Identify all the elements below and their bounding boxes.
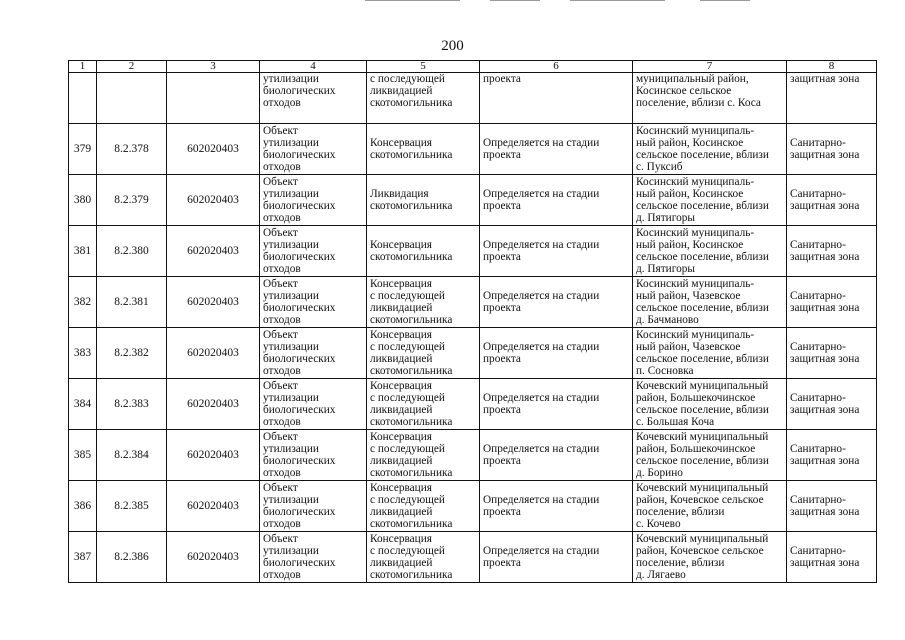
cell-action	[367, 481, 480, 532]
cell-line: Кочевский муниципальный	[636, 379, 769, 392]
cell-line: Санитарно-	[790, 238, 846, 251]
cell-location	[633, 328, 787, 379]
cell-line: отходов	[263, 212, 301, 225]
cell-object	[260, 175, 367, 226]
cell-line: с последующей	[370, 391, 445, 404]
table-row-continuation	[69, 73, 877, 124]
cell-location	[633, 175, 787, 226]
cell-code: 8.2.385	[97, 481, 167, 532]
page-number: 200	[441, 38, 464, 54]
cell-size	[480, 379, 633, 430]
cell-kod: 602020403	[167, 328, 260, 379]
cell-action	[367, 175, 480, 226]
table-row	[69, 532, 877, 583]
cell-location	[633, 226, 787, 277]
header-row	[69, 61, 877, 73]
cell-line: скотомогильника	[370, 467, 453, 480]
cell-kod: 602020403	[167, 379, 260, 430]
cell-line: с последующей	[370, 289, 445, 302]
cell-size	[480, 73, 633, 124]
cell-line: утилизации	[263, 493, 319, 506]
cell-kod: 602020403	[167, 277, 260, 328]
cell-line: Консервация	[370, 277, 432, 290]
cell-line: Косинский муниципаль-	[636, 124, 755, 137]
cell-line: биологических	[263, 557, 336, 569]
cell-code: 8.2.379	[97, 175, 167, 226]
cell-action	[367, 124, 480, 175]
cell-code: 8.2.386	[97, 532, 167, 583]
cell-line: муниципальный район,	[636, 73, 749, 85]
cell-kod	[167, 73, 260, 124]
cell-line: ликвидацией	[370, 302, 433, 314]
cell-line: утилизации	[263, 289, 319, 302]
cell-line: биологических	[263, 506, 336, 518]
cell-number: 381	[69, 226, 97, 277]
cell-line: д. Пятигоры	[636, 212, 695, 225]
cell-kod: 602020403	[167, 124, 260, 175]
cell-size	[480, 124, 633, 175]
cell-location	[633, 379, 787, 430]
cell-line: Кочевский муниципальный	[636, 481, 769, 494]
cell-line: Объект	[263, 328, 298, 341]
cell-line: Консервация	[370, 136, 432, 149]
cell-line: защитная зона	[790, 353, 860, 365]
cell-line: ный район, Чазевское	[636, 289, 741, 302]
cell-object	[260, 430, 367, 481]
top-border-segment	[700, 0, 750, 1]
cell-line: Определяется на стадии	[483, 442, 600, 455]
cell-line: Санитарно-	[790, 136, 846, 149]
cell-line: проекта	[483, 302, 521, 314]
cell-line: биологических	[263, 200, 336, 212]
cell-line: Объект	[263, 124, 298, 137]
cell-code: 8.2.381	[97, 277, 167, 328]
column-header: 8	[787, 61, 877, 73]
cell-line: проекта	[483, 404, 521, 416]
cell-zone	[787, 73, 877, 124]
cell-line: Санитарно-	[790, 340, 846, 353]
cell-line: Определяется на стадии	[483, 493, 600, 506]
cell-line: проекта	[483, 455, 521, 467]
cell-line: защитная зона	[790, 506, 860, 518]
cell-line: биологических	[263, 251, 336, 263]
cell-line: с. Кочево	[636, 518, 681, 531]
cell-line: утилизации	[263, 442, 319, 455]
cell-line: сельское поселение, вблизи	[636, 353, 769, 365]
cell-line: район, Большекочинское	[636, 442, 756, 455]
cell-code	[97, 73, 167, 124]
cell-line: сельское поселение, вблизи	[636, 200, 769, 212]
cell-line: скотомогильника	[370, 518, 453, 531]
cell-line: с. Большая Коча	[636, 416, 715, 429]
cell-code: 8.2.384	[97, 430, 167, 481]
cell-line: Косинское сельское	[636, 85, 732, 98]
table-row	[69, 379, 877, 430]
cell-line: утилизации	[263, 391, 319, 404]
cell-number: 380	[69, 175, 97, 226]
cell-number: 379	[69, 124, 97, 175]
cell-line: проекта	[483, 73, 521, 85]
cell-line: Объект	[263, 532, 298, 545]
cell-line: защитная зона	[790, 251, 860, 263]
cell-location	[633, 532, 787, 583]
cell-object	[260, 328, 367, 379]
cell-action	[367, 73, 480, 124]
cell-line: отходов	[263, 518, 301, 531]
cell-line: скотомогильника	[370, 314, 453, 327]
cell-line: район, Кочевское сельское	[636, 493, 764, 506]
cell-line: отходов	[263, 467, 301, 480]
cell-line: Санитарно-	[790, 493, 846, 506]
cell-size	[480, 277, 633, 328]
cell-line: биологических	[263, 149, 336, 161]
cell-line: сельское поселение, вблизи	[636, 455, 769, 467]
cell-line: защитная зона	[790, 200, 860, 212]
cell-line: защитная зона	[790, 404, 860, 416]
cell-number: 382	[69, 277, 97, 328]
cell-line: биологических	[263, 404, 336, 416]
cell-size	[480, 481, 633, 532]
cell-line: утилизации	[263, 544, 319, 557]
cell-action	[367, 430, 480, 481]
cell-code: 8.2.383	[97, 379, 167, 430]
cell-line: отходов	[263, 314, 301, 327]
cell-number: 383	[69, 328, 97, 379]
cell-line: Консервация	[370, 238, 432, 251]
cell-size	[480, 226, 633, 277]
cell-line: биологических	[263, 455, 336, 467]
cell-line: с последующей	[370, 493, 445, 506]
cell-line: скотомогильника	[370, 200, 453, 212]
cell-line: Косинский муниципаль-	[636, 175, 755, 188]
table-row	[69, 481, 877, 532]
cell-code: 8.2.380	[97, 226, 167, 277]
cell-line: отходов	[263, 263, 301, 276]
cell-line: Санитарно-	[790, 187, 846, 200]
top-border-segment	[365, 0, 460, 1]
cell-line: Определяется на стадии	[483, 187, 600, 200]
cell-zone	[787, 175, 877, 226]
cell-line: проекта	[483, 149, 521, 161]
column-header: 3	[167, 61, 260, 73]
cell-line: Объект	[263, 226, 298, 239]
cell-line: с последующей	[370, 544, 445, 557]
cell-zone	[787, 481, 877, 532]
cell-zone	[787, 532, 877, 583]
cell-line: Кочевский муниципальный	[636, 430, 769, 443]
cell-line: Определяется на стадии	[483, 238, 600, 251]
cell-zone	[787, 277, 877, 328]
cell-line: ликвидацией	[370, 506, 433, 518]
cell-line: скотомогильника	[370, 569, 453, 582]
cell-location	[633, 73, 787, 124]
table-row	[69, 226, 877, 277]
cell-line: Консервация	[370, 328, 432, 341]
table-row	[69, 175, 877, 226]
cell-line: Санитарно-	[790, 289, 846, 302]
cell-line: отходов	[263, 416, 301, 429]
table-row	[69, 277, 877, 328]
cell-line: отходов	[263, 365, 301, 378]
cell-zone	[787, 379, 877, 430]
cell-line: биологических	[263, 302, 336, 314]
cell-location	[633, 124, 787, 175]
cell-zone	[787, 124, 877, 175]
cell-object	[260, 379, 367, 430]
cell-line: скотомогильника	[370, 416, 453, 429]
cell-line: скотомогильника	[370, 365, 453, 378]
cell-line: проекта	[483, 251, 521, 263]
cell-object	[260, 481, 367, 532]
cell-kod: 602020403	[167, 175, 260, 226]
cell-line: Определяется на стадии	[483, 391, 600, 404]
cell-line: проекта	[483, 200, 521, 212]
cell-code: 8.2.382	[97, 328, 167, 379]
table-body	[69, 73, 877, 583]
cell-location	[633, 430, 787, 481]
cell-line: скотомогильника	[370, 149, 453, 161]
cell-action	[367, 379, 480, 430]
cell-line: защитная зона	[790, 73, 860, 85]
cell-line: Ликвидация	[370, 187, 429, 200]
column-header: 5	[367, 61, 480, 73]
cell-line: защитная зона	[790, 302, 860, 314]
cell-line: с последующей	[370, 442, 445, 455]
cell-line: утилизации	[263, 73, 319, 85]
column-header: 1	[69, 61, 97, 73]
cell-line: поселение, вблизи с. Коса	[636, 97, 761, 110]
cell-line: Консервация	[370, 481, 432, 494]
cell-line: проекта	[483, 557, 521, 569]
cell-line: поселение, вблизи	[636, 557, 725, 569]
cell-code: 8.2.378	[97, 124, 167, 175]
cell-kod: 602020403	[167, 430, 260, 481]
cell-line: п. Сосновка	[636, 365, 694, 378]
cell-line: ный район, Косинское	[636, 136, 744, 149]
top-border-segment	[490, 0, 540, 1]
cell-line: ный район, Косинское	[636, 187, 744, 200]
cell-kod: 602020403	[167, 226, 260, 277]
cell-line: Косинский муниципаль-	[636, 328, 755, 341]
cell-line: Консервация	[370, 430, 432, 443]
cell-number: 387	[69, 532, 97, 583]
cell-line: д. Борино	[636, 467, 683, 480]
cell-object	[260, 532, 367, 583]
cell-number: 384	[69, 379, 97, 430]
cell-line: район, Кочевское сельское	[636, 544, 764, 557]
cell-line: Косинский муниципаль-	[636, 277, 755, 290]
cell-line: биологических	[263, 353, 336, 365]
cell-line: сельское поселение, вблизи	[636, 404, 769, 416]
cell-line: проекта	[483, 353, 521, 365]
cell-object	[260, 73, 367, 124]
cell-line: защитная зона	[790, 455, 860, 467]
table-row	[69, 124, 877, 175]
table-row	[69, 328, 877, 379]
cell-object	[260, 277, 367, 328]
cell-action	[367, 532, 480, 583]
cell-line: д. Пятигоры	[636, 263, 695, 276]
cell-size	[480, 175, 633, 226]
cell-line: с последующей	[370, 73, 445, 85]
cell-line: ликвидацией	[370, 85, 433, 98]
column-header: 4	[260, 61, 367, 73]
cell-line: утилизации	[263, 136, 319, 149]
cell-kod: 602020403	[167, 532, 260, 583]
registry-table	[68, 60, 877, 583]
cell-line: биологических	[263, 85, 336, 98]
cell-line: ный район, Косинское	[636, 238, 744, 251]
cell-size	[480, 532, 633, 583]
cell-line: скотомогильника	[370, 251, 453, 263]
cell-zone	[787, 328, 877, 379]
cell-line: утилизации	[263, 187, 319, 200]
column-header: 7	[633, 61, 787, 73]
cell-action	[367, 277, 480, 328]
cell-number: 385	[69, 430, 97, 481]
cell-line: Объект	[263, 481, 298, 494]
cell-size	[480, 328, 633, 379]
cell-line: отходов	[263, 97, 301, 110]
cell-line: утилизации	[263, 238, 319, 251]
cell-line: Санитарно-	[790, 391, 846, 404]
cell-line: Консервация	[370, 532, 432, 545]
cell-action	[367, 226, 480, 277]
cell-line: Определяется на стадии	[483, 136, 600, 149]
cell-line: отходов	[263, 161, 301, 174]
column-header: 6	[480, 61, 633, 73]
cell-line: ликвидацией	[370, 455, 433, 467]
cell-number	[69, 73, 97, 124]
cell-line: Объект	[263, 379, 298, 392]
cell-location	[633, 481, 787, 532]
cell-line: Косинский муниципаль-	[636, 226, 755, 239]
column-header: 2	[97, 61, 167, 73]
cell-line: Санитарно-	[790, 442, 846, 455]
cell-line: поселение, вблизи	[636, 506, 725, 518]
cell-line: защитная зона	[790, 557, 860, 569]
cell-line: сельское поселение, вблизи	[636, 149, 769, 161]
cell-line: сельское поселение, вблизи	[636, 302, 769, 314]
cell-line: Консервация	[370, 379, 432, 392]
cell-line: ный район, Чазевское	[636, 340, 741, 353]
cell-line: Объект	[263, 277, 298, 290]
cell-number: 386	[69, 481, 97, 532]
cell-object	[260, 226, 367, 277]
cell-action	[367, 328, 480, 379]
cell-kod: 602020403	[167, 481, 260, 532]
cell-line: ликвидацией	[370, 557, 433, 569]
cell-line: скотомогильника	[370, 97, 453, 110]
cell-line: д. Лягаево	[636, 569, 686, 582]
cell-line: д. Бачманово	[636, 314, 699, 327]
cell-line: утилизации	[263, 340, 319, 353]
cell-line: ликвидацией	[370, 353, 433, 365]
cell-line: Определяется на стадии	[483, 544, 600, 557]
cell-line: Определяется на стадии	[483, 289, 600, 302]
cell-line: проекта	[483, 506, 521, 518]
cell-object	[260, 124, 367, 175]
cell-line: сельское поселение, вблизи	[636, 251, 769, 263]
top-border-segment	[570, 0, 665, 1]
cell-line: защитная зона	[790, 149, 860, 161]
cell-line: с. Пуксиб	[636, 161, 683, 174]
cell-line: район, Большекочинское	[636, 391, 756, 404]
cell-zone	[787, 430, 877, 481]
cell-line: Объект	[263, 175, 298, 188]
cell-line: Определяется на стадии	[483, 340, 600, 353]
cell-line: Кочевский муниципальный	[636, 532, 769, 545]
cell-line: отходов	[263, 569, 301, 582]
cell-line: Санитарно-	[790, 544, 846, 557]
cell-size	[480, 430, 633, 481]
cell-line: Объект	[263, 430, 298, 443]
cell-zone	[787, 226, 877, 277]
cell-line: ликвидацией	[370, 404, 433, 416]
cell-line: с последующей	[370, 340, 445, 353]
cell-location	[633, 277, 787, 328]
table-row	[69, 430, 877, 481]
